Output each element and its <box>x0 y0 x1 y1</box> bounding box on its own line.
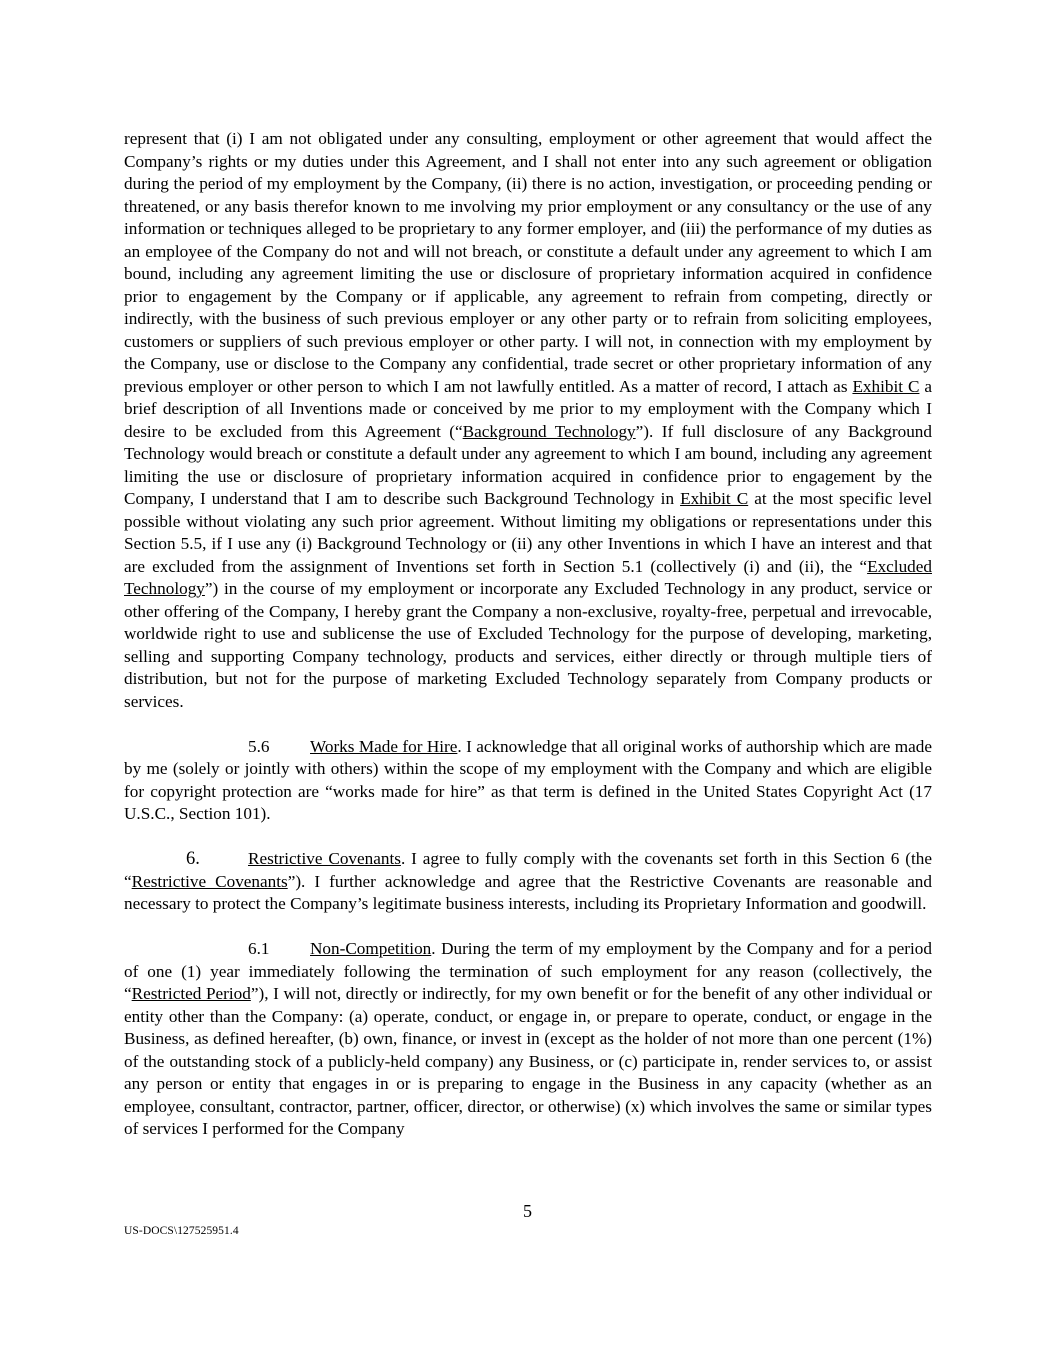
section-5-6 <box>124 736 932 826</box>
defined-term: Exhibit C <box>852 376 920 396</box>
defined-term: Excluded Technology <box>124 556 932 598</box>
text-run: represent that (i) I am not obligated under any consulting, employment or other agreement that would affect the Company’s rights or my duties under this Agreement, and I shall not enter into any such agreement or obligation during the period of my employment by the Company, (ii) there is no action, investigation, or proceeding pending or threatened, or any basis therefor known to me involving my prior employment or any consultancy or the use of any information or techniques alleged to be proprietary to any former employer, and (iii) the performance of my duties as an employee of the Company do not and will not breach, or constitute a default under any agreement to which I am bound, including any agreement limiting the use or disclosure of proprietary information acquired in confidence prior to engagement by the Company or if applicable, any agreement to refrain from competing, directly or indirectly, with the business of such previous employer or any other party or to refrain from soliciting employees, customers or suppliers of such previous employer or other party. I will not, in connection with my employment by the Company, use or disclose to the Company any confidential, trade secret or other proprietary information of any previous employer or other person to which I am not lawfully entitled. As a matter of record, I attach as <box>124 129 932 396</box>
text-run: ”), I will not, directly or indirectly, for my own benefit or for the benefit of any other individual or entity other than the Company: (a) operate, conduct, or engage in, or prepare to operate, conduct, or engage in the Business, as defined hereafter, (b) own, finance, or invest in (except as the holder of not more than one percent (1%) of the outstanding stock of a publicly-held company) any Business, or (c) participate in, render services to, or assist any person or entity that engages in or is preparing to engage in the Business in any capacity (whether as an employee, consultant, contractor, partner, officer, director, or otherwise) (x) which involves the same or similar types of services I performed for the Company <box>124 984 932 1138</box>
section-6-1 <box>124 938 932 1141</box>
section-6 <box>124 848 932 916</box>
paragraph-5-5-continued <box>124 128 932 713</box>
text-run: at the most specific level possible without violating any such prior agreement. Without limiting my obligations or representations under this Section 5.5, if I use any (i) Background Technology or (ii) any other Inventions in which I have an interest and that are excluded from the assignment of Inventions set forth in Section 5.1 (collectively (i) and (ii), the “ <box>124 489 932 576</box>
section-number: 6.1 <box>248 939 270 958</box>
text-run: . I agree to fully comply with the covenants set forth in this Section 6 (the “ <box>124 849 932 891</box>
document-body <box>124 128 932 1141</box>
section-number: 6. <box>186 849 200 869</box>
section-text <box>124 939 932 1138</box>
text-run: ”). If full disclosure of any Background Technology would breach or constitute a default under any agreement to which I am bound, including any agreement limiting the use or disclosure of proprietary information acquired in confidence prior to engagement by the Company, I understand that I am to describe such Background Technology in <box>124 421 932 508</box>
text-run: ”). I further acknowledge and agree that the Restrictive Covenants are reasonable and necessary to protect the Company’s legitimate business interests, including its Proprietary Information and goodwill. <box>124 871 932 913</box>
document-id: US-DOCS\127525951.4 <box>124 1225 239 1237</box>
page-number: 5 <box>523 1201 532 1221</box>
text-run: ”) in the course of my employment or incorporate any Excluded Technology in any product, service or other offering of the Company, I hereby grant the Company a non-exclusive, royalty-free, perpetual and irrevocable, worldwide right to use and sublicense the use of Excluded Technology for the purpose of developing, marketing, selling and supporting Company technology, products and services, either directly or through multiple tiers of distribution, but not for the purpose of marketing Excluded Technology separately from Company products or services. <box>124 579 932 711</box>
section-title: Works Made for Hire <box>310 736 458 756</box>
section-number: 5.6 <box>248 736 270 756</box>
section-text: . I acknowledge that all original works of authorship which are made by me (solely or jointly with others) within the scope of my employment with the Company and which are eligible for copyright protection are “works made for hire” as that term is defined in the United States Copyright Act (17 U.S.C., Section 101). <box>124 736 932 823</box>
text-run: a brief description of all Inventions made or conceived by me prior to my employment with the Company which I desire to be excluded from this Agreement (“ <box>124 376 932 441</box>
defined-term: Background Technology <box>462 421 636 441</box>
defined-term: Restricted Period <box>131 984 251 1003</box>
defined-term: Exhibit C <box>680 489 749 508</box>
text-run: . During the term of my employment by the Company and for a period of one (1) year immediately following the termination of such employment for any reason (collectively, the “ <box>124 939 932 1003</box>
defined-term: Restrictive Covenants <box>131 871 288 891</box>
defined-term: Restrictive Covenants <box>248 849 401 868</box>
defined-term: Non-Competition <box>310 939 432 958</box>
